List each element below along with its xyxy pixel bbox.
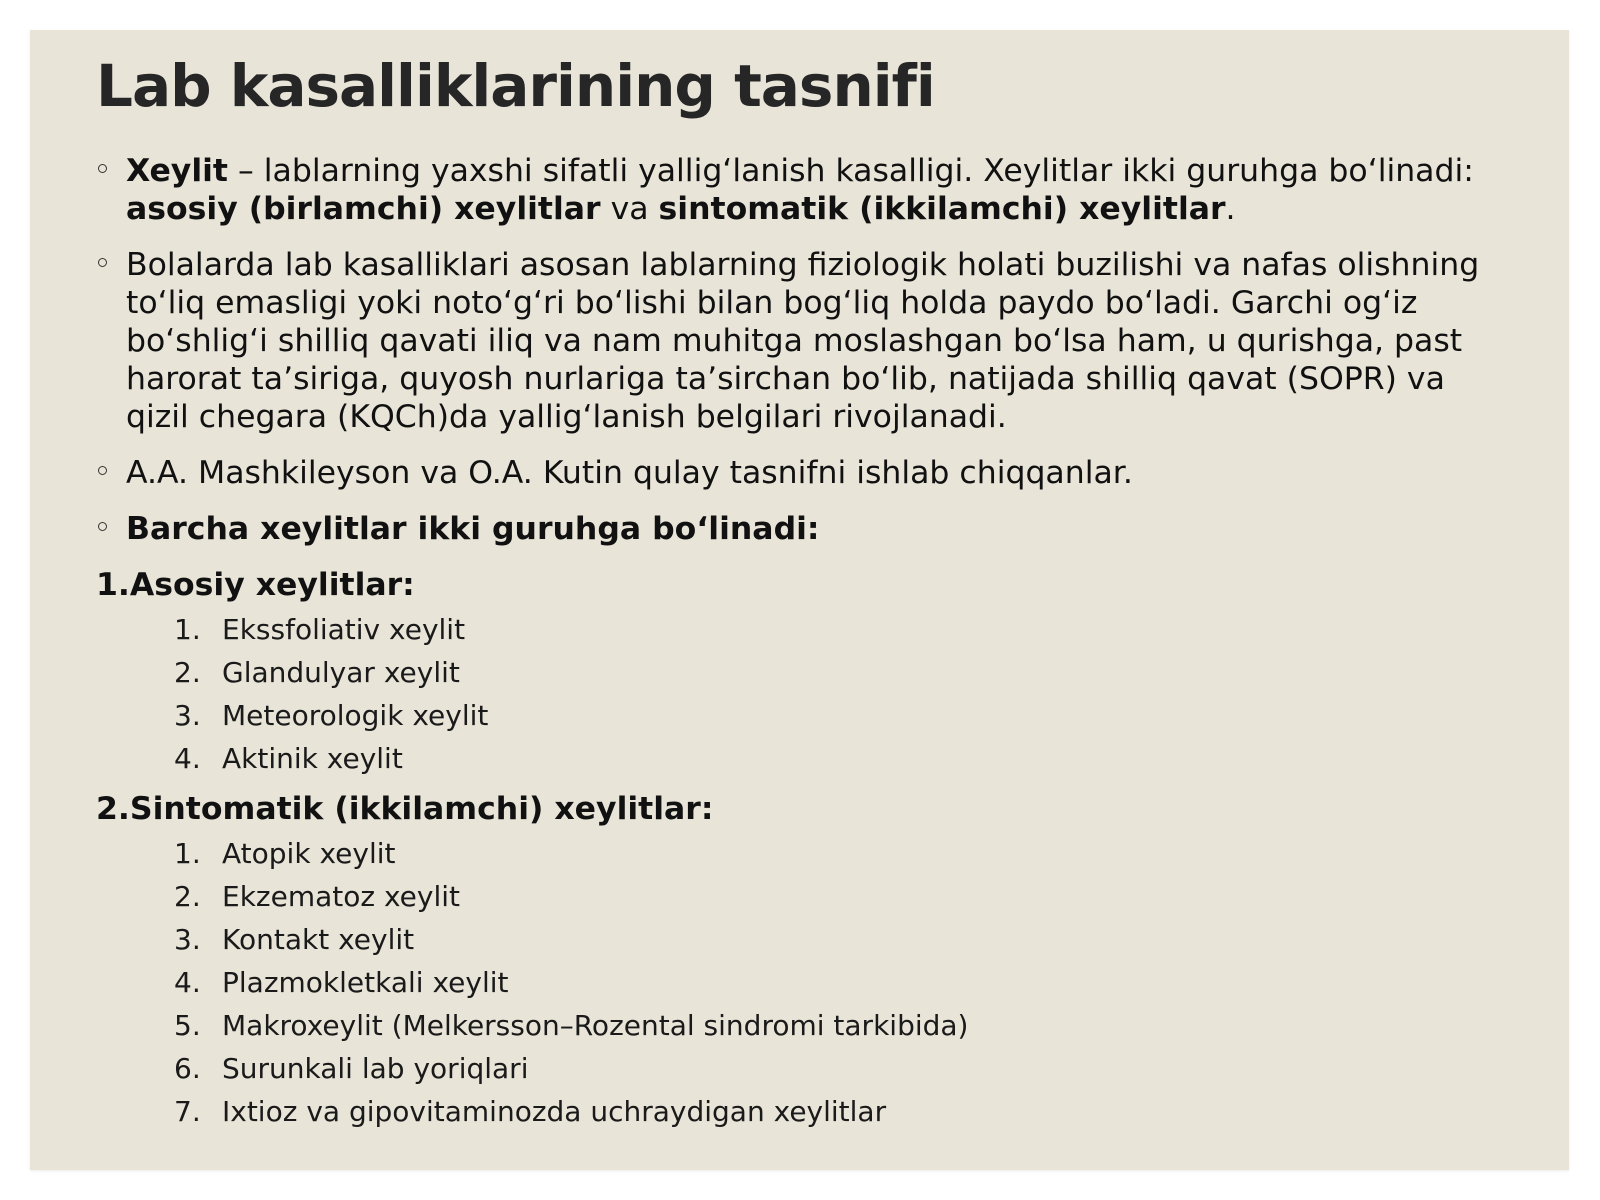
list-item	[96, 875, 1496, 918]
list-item-number: 7.	[174, 1095, 201, 1128]
list-item	[96, 694, 1496, 737]
definition-text: – lablarning yaxshi sifatli yallig‘lanish kasalligi. Xeylitlar ikki guruhga bo‘linadi:	[228, 153, 1474, 189]
bullet-xeylit-definition	[96, 152, 1496, 228]
term-symptomatic-cheilitis: sintomatik (ikkilamchi) xeylitlar	[658, 191, 1226, 227]
period-text: .	[1225, 191, 1236, 227]
list-item-number: 2.	[174, 880, 201, 913]
list-item-number: 3.	[174, 699, 201, 732]
term-primary-cheilitis: asosiy (birlamchi) xeylitlar	[126, 191, 601, 227]
list-item-label: Plazmokletkali xeylit	[222, 966, 509, 999]
bullet-two-groups	[96, 510, 1496, 548]
bullet-list	[96, 152, 1496, 548]
list-item-number: 2.	[174, 656, 201, 689]
list-item-number: 6.	[174, 1052, 201, 1085]
circle-bullet-icon	[98, 164, 107, 173]
bullet-children-lip-diseases	[96, 246, 1496, 436]
conjunction-text: va	[600, 191, 659, 227]
list-item	[96, 651, 1496, 694]
list-item-number: 5.	[174, 1009, 201, 1042]
list-item-label: Kontakt xeylit	[222, 923, 415, 956]
list-item-label: Atopik xeylit	[222, 837, 396, 870]
group-primary-list	[96, 608, 1496, 780]
list-item	[96, 961, 1496, 1004]
slide-body	[96, 152, 1496, 1143]
bullet-classification-authors	[96, 454, 1496, 492]
list-item-label: Ekssfoliativ xeylit	[222, 613, 466, 646]
bullet-text: Bolalarda lab kasalliklari asosan lablarning fiziologik holati buzilishi va nafas olishning to‘liq emasligi yoki noto‘g‘ri bo‘lishi bilan bog‘liq holda paydo bo‘ladi. Garchi og‘iz bo‘shlig‘i shilliq qavati iliq va nam muhitga moslashgan bo‘lsa ham, u qurishga, past harorat ta’siriga, quyosh nurlariga ta’sirchan bo‘lib, natijada shilliq qavat (SOPR) va qizil chegara (KQCh)da yallig‘lanish belgilari rivojlanadi.	[126, 247, 1480, 435]
list-item-label: Ixtioz va gipovitaminozda uchraydigan xeylitlar	[222, 1095, 887, 1128]
list-item-label: Aktinik xeylit	[222, 742, 403, 775]
list-item	[96, 832, 1496, 875]
list-item	[96, 737, 1496, 780]
list-item-label: Surunkali lab yoriqlari	[222, 1052, 529, 1085]
list-item-number: 4.	[174, 742, 201, 775]
list-item	[96, 1090, 1496, 1133]
circle-bullet-icon	[98, 522, 107, 531]
circle-bullet-icon	[98, 466, 107, 475]
group-symptomatic-title: 2.Sintomatik (ikkilamchi) xeylitlar:	[96, 791, 714, 827]
list-item	[96, 1047, 1496, 1090]
list-item-number: 1.	[174, 837, 201, 870]
list-item-number: 1.	[174, 613, 201, 646]
list-item-number: 3.	[174, 923, 201, 956]
bullet-text: Barcha xeylitlar ikki guruhga bo‘linadi:	[126, 511, 820, 547]
circle-bullet-icon	[98, 258, 107, 267]
term-xeylit: Xeylit	[126, 153, 228, 189]
group-primary-title: 1.Asosiy xeylitlar:	[96, 567, 415, 603]
list-item	[96, 918, 1496, 961]
list-item-label: Glandulyar xeylit	[222, 656, 460, 689]
list-item	[96, 608, 1496, 651]
list-item-label: Ekzematoz xeylit	[222, 880, 461, 913]
slide	[30, 30, 1569, 1170]
group-symptomatic-list	[96, 832, 1496, 1133]
bullet-text: A.A. Mashkileyson va O.A. Kutin qulay tasnifni ishlab chiqqanlar.	[126, 455, 1133, 491]
list-item	[96, 1004, 1496, 1047]
list-item-label: Meteorologik xeylit	[222, 699, 489, 732]
list-item-number: 4.	[174, 966, 201, 999]
slide-title: Lab kasalliklarining tasnifi	[96, 52, 935, 120]
list-item-label: Makroxeylit (Melkersson–Rozental sindromi tarkibida)	[222, 1009, 969, 1042]
